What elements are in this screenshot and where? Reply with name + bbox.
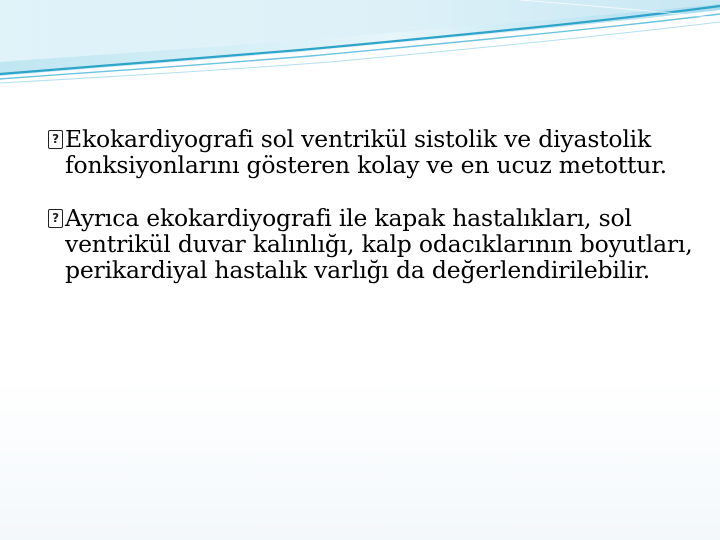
bullet-item-1 (48, 126, 698, 178)
missing-glyph-icon (48, 130, 63, 149)
bullet-item-2 (48, 205, 698, 283)
decorative-wave-band (0, 0, 720, 90)
bullet-text-1: Ekokardiyografi sol ventrikül sistolik ve diyastolik fonksiyonlarını gösteren kolay ve en ucuz metottur. (65, 125, 667, 179)
bullet-list (48, 126, 698, 310)
missing-glyph-icon (48, 209, 63, 228)
bullet-text-2: Ayrıca ekokardiyografi ile kapak hastalıkları, sol ventrikül duvar kalınlığı, kalp odacıklarının boyutları, perikardiyal hastalık varlığı da değerlendirilebilir. (65, 204, 693, 284)
